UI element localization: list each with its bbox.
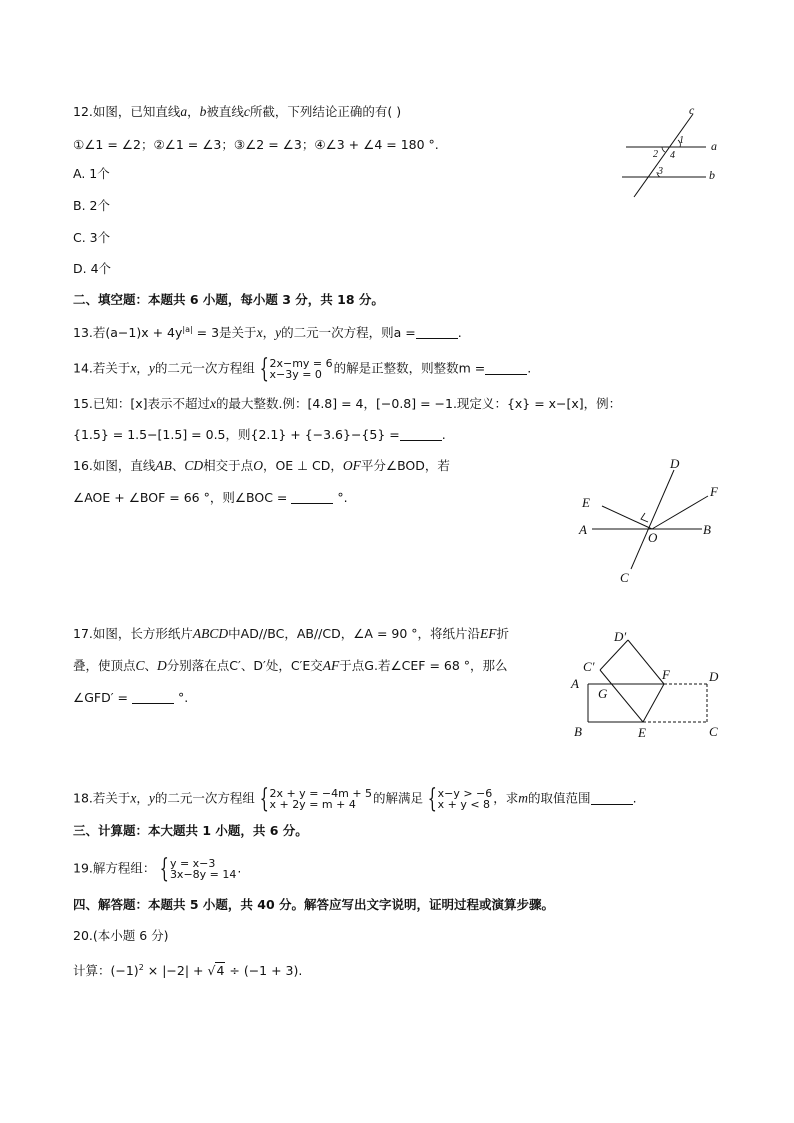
q12-option-a: A. 1个 <box>73 166 110 181</box>
q12-option-b: B. 2个 <box>73 198 110 213</box>
q17-figure <box>566 626 736 746</box>
label-b: b <box>709 168 715 182</box>
fold-EF <box>643 684 664 722</box>
q12-stem: 12.如图，已知直线a，b被直线c所截，下列结论正确的有( ) <box>73 104 402 119</box>
equation-system: { 2x + y = −4m + 5 x + 2y = m + 4 <box>259 784 373 814</box>
q18: 18.若关于x，y的二元一次方程组 { 2x + y = −4m + 5 x + 2y = m + 4 的解满足 { x−y > −6 x + y < 8 ，求m的取值范围 . <box>73 784 637 814</box>
q20-expression: 计算：$(-1)^2 \times |-2| + √4 \div (-1 + 3)$. <box>73 963 303 979</box>
label-c: c <box>689 103 695 117</box>
q17-line1: 17.如图，长方形纸片ABCD中AD//BC，AB//CD，∠A = 90 °，将纸片沿EF折 <box>73 626 510 641</box>
angle-arc-2 <box>662 147 665 152</box>
var-b: b <box>199 104 207 119</box>
label-A: A <box>579 522 587 537</box>
section2-heading: 二、填空题：本题共 6 小题，每小题 3 分，共 18 分。 <box>73 292 384 307</box>
angle-4: 4 <box>670 150 675 161</box>
q16-figure <box>578 456 738 586</box>
answer-blank[interactable] <box>132 691 174 704</box>
q17-line2: 叠，使顶点C、D分别落在点C′、D′处，C′E交AF于点G.若∠CEF = 68 °，那么 <box>73 658 508 673</box>
label-a: a <box>711 139 717 153</box>
line-c <box>634 114 693 197</box>
edge-DprimeF <box>628 640 664 684</box>
q17-line3: ∠GFD′ = °. <box>73 690 189 705</box>
label-C: C <box>620 570 629 585</box>
label-A: A <box>571 676 579 691</box>
label-Dprime: D′ <box>614 629 627 644</box>
label-O: O <box>648 530 658 545</box>
q19: 19.解方程组： { y = x−3 3x−8y = 14 . <box>73 854 242 884</box>
label-B: B <box>574 724 582 739</box>
label-F: F <box>662 667 670 682</box>
var-a: a <box>180 104 188 119</box>
angle-2: 2 <box>653 149 658 160</box>
angle-3: 3 <box>658 166 663 177</box>
section4-heading: 四、解答题：本题共 5 小题，共 40 分。解答应写出文字说明，证明过程或演算步骤。 <box>73 897 555 912</box>
label-D: D <box>670 456 680 471</box>
q12-conclusions: ①∠1 = ∠2；②∠1 = ∠3；③∠2 = ∠3；④∠3 + ∠4 = 180 °. <box>73 137 439 152</box>
angle-1: 1 <box>679 135 684 146</box>
inequality-system: { x−y > −6 x + y < 8 <box>427 784 493 814</box>
label-E: E <box>638 725 646 740</box>
equation-system: { y = x−3 3x−8y = 14 <box>160 854 237 884</box>
q15-line1: 15.已知：[x]表示不超过x的最大整数.例：[4.8] = 4，[−0.8] = −1.现定义：{x} = x−[x]，例： <box>73 396 622 411</box>
section3-heading: 三、计算题：本大题共 1 小题，共 6 分。 <box>73 823 308 838</box>
label-G: G <box>598 686 608 701</box>
answer-blank[interactable] <box>400 428 442 441</box>
label-Cprime: C′ <box>583 659 595 674</box>
q12-option-c: C. 3个 <box>73 230 111 245</box>
label-E: E <box>582 495 590 510</box>
q15-line2: {1.5} = 1.5−[1.5] = 0.5，则{2.1} + {−3.6}−{5} = . <box>73 427 446 442</box>
label-F: F <box>710 484 718 499</box>
label-B: B <box>703 522 711 537</box>
q16-line2: ∠AOE + ∠BOF = 66 °，则∠BOC = °. <box>73 490 348 505</box>
q16-line1: 16.如图，直线AB、CD相交于点O，OE ⊥ CD，OF平分∠BOD，若 <box>73 458 450 473</box>
edge-CprimeDprime <box>600 640 628 670</box>
answer-blank[interactable] <box>291 491 333 504</box>
answer-blank[interactable] <box>591 792 633 805</box>
q13: 13.若$(a-1)x + 4y^{|a|} = 3$是关于x，y的二元一次方程，则a = . <box>73 325 462 341</box>
answer-blank[interactable] <box>416 326 458 339</box>
var-c: c <box>243 104 250 119</box>
label-D: D <box>709 669 719 684</box>
right-angle-mark <box>641 513 648 522</box>
answer-blank[interactable] <box>485 362 527 375</box>
label-C: C <box>709 724 718 739</box>
q12-figure <box>618 102 738 202</box>
q12-option-d: D. 4个 <box>73 261 112 276</box>
ray-OE <box>602 506 652 529</box>
q14: 14.若关于x，y的二元一次方程组 { 2x−my = 6 x−3y = 0 的解是正整数，则整数m = . <box>73 354 532 384</box>
equation-system: { 2x−my = 6 x−3y = 0 <box>259 354 333 384</box>
q20-title: 20.(本小题 6 分) <box>73 928 169 943</box>
